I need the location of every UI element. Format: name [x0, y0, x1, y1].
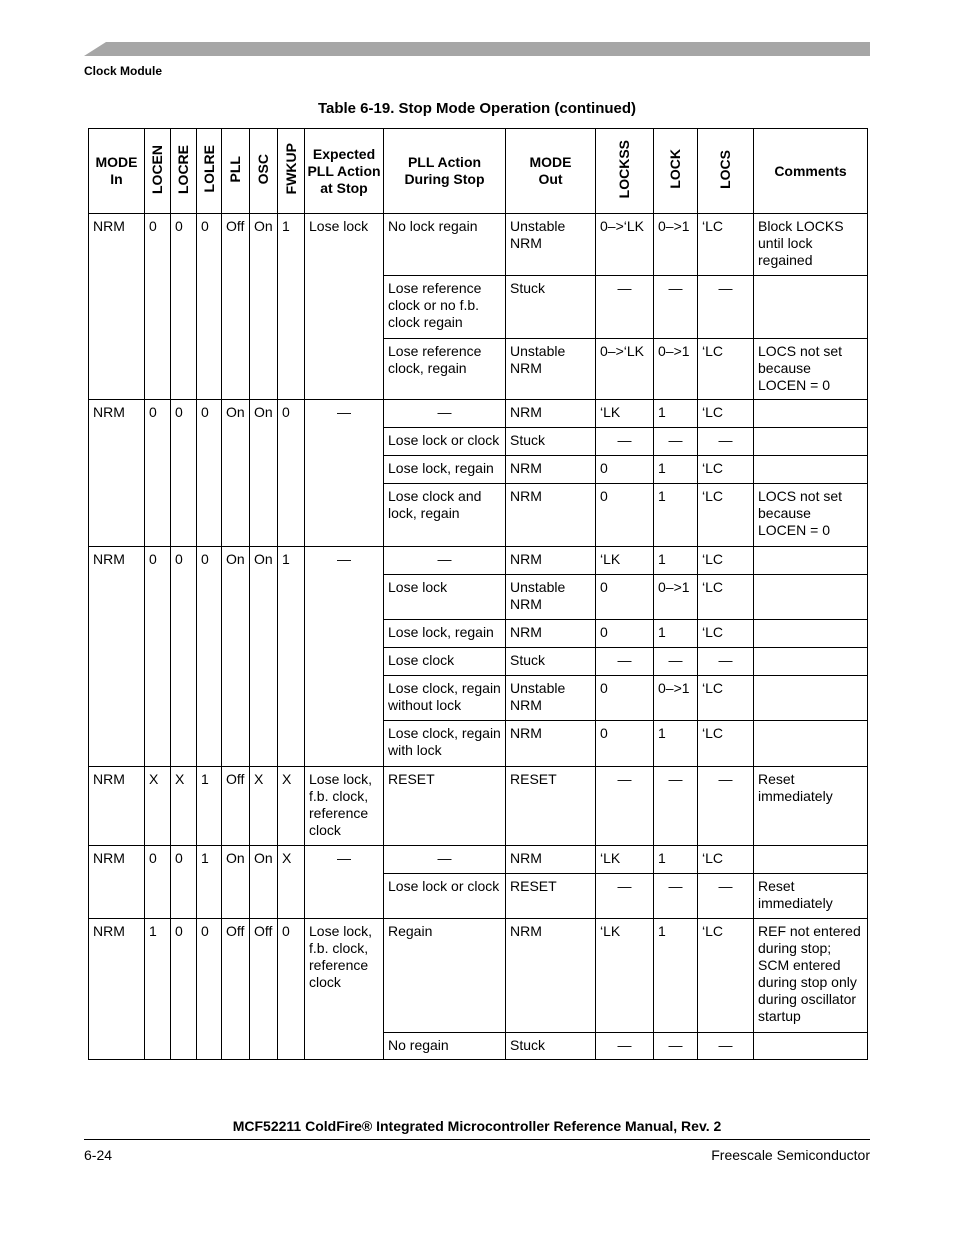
- cell-lockss: —: [596, 767, 654, 846]
- cell-lock: 1: [654, 620, 698, 648]
- cell-mode-out: Unstable NRM: [506, 339, 596, 400]
- col-mode-out: MODE Out: [506, 129, 596, 214]
- cell-osc: On: [250, 846, 278, 919]
- cell-expected: Lose lock, f.b. clock, reference clock: [305, 767, 384, 846]
- cell-pll-action: Lose lock, regain: [384, 620, 506, 648]
- cell-lockss: ‘LK: [596, 846, 654, 874]
- cell-locs: ‘LC: [698, 721, 754, 767]
- col-lock-label: LOCK: [667, 149, 683, 189]
- cell-mode-in: NRM: [89, 547, 145, 767]
- cell-lock: 0–>1: [654, 575, 698, 620]
- cell-lockss: 0: [596, 676, 654, 721]
- cell-lock: 0–>1: [654, 676, 698, 721]
- cell-mode-out: Stuck: [506, 428, 596, 456]
- cell-pll: On: [222, 846, 250, 919]
- cell-locre: 0: [171, 214, 197, 400]
- col-pll-action: PLL Action During Stop: [384, 129, 506, 214]
- cell-lockss: 0–>‘LK: [596, 339, 654, 400]
- cell-osc: On: [250, 214, 278, 400]
- cell-mode-out: Stuck: [506, 276, 596, 339]
- col-fwkup-label: FWKUP: [282, 143, 299, 195]
- cell-lockss: —: [596, 1033, 654, 1060]
- col-expected: Expected PLL Action at Stop: [305, 129, 384, 214]
- cell-locs: —: [698, 874, 754, 919]
- section-label: Clock Module: [84, 64, 163, 78]
- col-osc-label: OSC: [255, 153, 271, 185]
- cell-locs: ‘LC: [698, 339, 754, 400]
- cell-lock: —: [654, 648, 698, 676]
- stop-mode-table: [88, 128, 868, 1060]
- cell-osc: On: [250, 547, 278, 767]
- cell-pll: Off: [222, 919, 250, 1060]
- cell-pll-action: Regain: [384, 919, 506, 1033]
- cell-locs: ‘LC: [698, 846, 754, 874]
- cell-lock: 0–>1: [654, 214, 698, 276]
- cell-locs: ‘LC: [698, 919, 754, 1033]
- cell-comments: Reset immediately: [754, 767, 868, 846]
- table-row: [89, 767, 868, 846]
- cell-lock: 1: [654, 456, 698, 484]
- cell-lock: —: [654, 276, 698, 339]
- cell-locs: —: [698, 648, 754, 676]
- cell-lock: 1: [654, 547, 698, 575]
- cell-lockss: —: [596, 874, 654, 919]
- col-locs-label: LOCS: [717, 149, 733, 189]
- cell-pll-action: Lose lock, regain: [384, 456, 506, 484]
- cell-locre: 0: [171, 846, 197, 919]
- cell-osc: Off: [250, 919, 278, 1060]
- cell-lock: —: [654, 428, 698, 456]
- cell-lock: 1: [654, 484, 698, 547]
- cell-locs: —: [698, 428, 754, 456]
- col-osc: [250, 129, 278, 214]
- cell-lockss: 0: [596, 484, 654, 547]
- cell-expected: Lose lock: [305, 214, 384, 400]
- cell-locs: —: [698, 767, 754, 846]
- cell-mode-out: RESET: [506, 874, 596, 919]
- cell-comments: [754, 547, 868, 575]
- cell-locs: ‘LC: [698, 547, 754, 575]
- cell-locre: 0: [171, 400, 197, 547]
- cell-mode-in: NRM: [89, 767, 145, 846]
- cell-locre: X: [171, 767, 197, 846]
- col-comments: Comments: [754, 129, 868, 214]
- cell-comments: [754, 276, 868, 339]
- cell-pll-action: Lose clock, regain without lock: [384, 676, 506, 721]
- cell-locen: X: [145, 767, 171, 846]
- cell-pll-action: Lose clock and lock, regain: [384, 484, 506, 547]
- cell-fwkup: 1: [278, 547, 305, 767]
- cell-comments: LOCS not set because LOCEN = 0: [754, 484, 868, 547]
- cell-pll-action: Lose clock, regain with lock: [384, 721, 506, 767]
- cell-mode-out: NRM: [506, 846, 596, 874]
- cell-lock: 1: [654, 919, 698, 1033]
- cell-mode-in: NRM: [89, 846, 145, 919]
- cell-pll-action: Lose lock or clock: [384, 874, 506, 919]
- cell-fwkup: 1: [278, 214, 305, 400]
- cell-lockss: 0: [596, 456, 654, 484]
- cell-locs: ‘LC: [698, 575, 754, 620]
- cell-comments: [754, 1033, 868, 1060]
- cell-pll-action: —: [384, 400, 506, 428]
- cell-pll-action: Lose reference clock, regain: [384, 339, 506, 400]
- cell-pll: Off: [222, 214, 250, 400]
- footer-page-number: 6-24: [84, 1147, 113, 1163]
- col-locre: [171, 129, 197, 214]
- cell-mode-out: NRM: [506, 919, 596, 1033]
- footer-company: Freescale Semiconductor: [711, 1147, 870, 1163]
- cell-locen: 0: [145, 400, 171, 547]
- cell-pll-action: Lose reference clock or no f.b. clock regain: [384, 276, 506, 339]
- cell-lockss: ‘LK: [596, 547, 654, 575]
- cell-mode-out: NRM: [506, 620, 596, 648]
- cell-comments: [754, 721, 868, 767]
- cell-locs: —: [698, 1033, 754, 1060]
- cell-osc: X: [250, 767, 278, 846]
- cell-lockss: 0: [596, 575, 654, 620]
- table-row: [89, 547, 868, 575]
- cell-comments: [754, 620, 868, 648]
- footer-divider: [84, 1139, 870, 1140]
- cell-locs: ‘LC: [698, 214, 754, 276]
- cell-lock: 1: [654, 846, 698, 874]
- cell-lockss: —: [596, 648, 654, 676]
- cell-pll-action: RESET: [384, 767, 506, 846]
- col-lock: [654, 129, 698, 214]
- cell-mode-out: Stuck: [506, 648, 596, 676]
- col-lolre: [197, 129, 222, 214]
- header-row: [89, 129, 868, 214]
- cell-lockss: 0–>‘LK: [596, 214, 654, 276]
- cell-lolre: 1: [197, 846, 222, 919]
- col-pll: [222, 129, 250, 214]
- table-row: [89, 846, 868, 874]
- col-fwkup: [278, 129, 305, 214]
- cell-comments: [754, 676, 868, 721]
- cell-pll-action: No regain: [384, 1033, 506, 1060]
- cell-locen: 0: [145, 547, 171, 767]
- cell-locs: ‘LC: [698, 484, 754, 547]
- cell-fwkup: X: [278, 767, 305, 846]
- cell-locre: 0: [171, 547, 197, 767]
- cell-mode-out: NRM: [506, 456, 596, 484]
- cell-mode-out: Stuck: [506, 1033, 596, 1060]
- cell-comments: [754, 400, 868, 428]
- cell-mode-in: NRM: [89, 214, 145, 400]
- cell-pll-action: Lose lock: [384, 575, 506, 620]
- cell-lock: 1: [654, 400, 698, 428]
- cell-mode-in: NRM: [89, 919, 145, 1060]
- cell-pll-action: —: [384, 846, 506, 874]
- cell-lock: —: [654, 1033, 698, 1060]
- cell-lolre: 1: [197, 767, 222, 846]
- cell-comments: LOCS not set because LOCEN = 0: [754, 339, 868, 400]
- cell-mode-out: Unstable NRM: [506, 676, 596, 721]
- cell-comments: [754, 648, 868, 676]
- col-mode-in: MODE In: [89, 129, 145, 214]
- cell-lockss: ‘LK: [596, 400, 654, 428]
- cell-lockss: ‘LK: [596, 919, 654, 1033]
- cell-lock: —: [654, 874, 698, 919]
- cell-mode-out: Unstable NRM: [506, 214, 596, 276]
- cell-expected: —: [305, 547, 384, 767]
- cell-locen: 0: [145, 214, 171, 400]
- cell-pll-action: Lose lock or clock: [384, 428, 506, 456]
- table-row: [89, 919, 868, 1033]
- table-title: Table 6-19. Stop Mode Operation (continued): [317, 100, 637, 117]
- cell-lockss: —: [596, 276, 654, 339]
- cell-comments: [754, 846, 868, 874]
- cell-mode-out: Unstable NRM: [506, 575, 596, 620]
- cell-comments: [754, 575, 868, 620]
- cell-expected: Lose lock, f.b. clock, reference clock: [305, 919, 384, 1060]
- cell-lockss: —: [596, 428, 654, 456]
- cell-mode-out: NRM: [506, 547, 596, 575]
- cell-pll: On: [222, 547, 250, 767]
- cell-comments: REF not entered during stop; SCM entered during stop only during oscillator startup: [754, 919, 868, 1033]
- cell-lock: 1: [654, 721, 698, 767]
- cell-lolre: 0: [197, 919, 222, 1060]
- table-row: [89, 400, 868, 428]
- col-lolre-label: LOLRE: [200, 145, 217, 193]
- cell-fwkup: 0: [278, 919, 305, 1060]
- cell-mode-out: RESET: [506, 767, 596, 846]
- cell-expected: —: [305, 846, 384, 919]
- col-locen: [145, 129, 171, 214]
- cell-mode-out: NRM: [506, 484, 596, 547]
- cell-expected: —: [305, 400, 384, 547]
- cell-lockss: 0: [596, 620, 654, 648]
- cell-pll-action: Lose clock: [384, 648, 506, 676]
- footer-manual-title: MCF52211 ColdFire® Integrated Microcontroller Reference Manual, Rev. 2: [232, 1118, 722, 1134]
- cell-locen: 0: [145, 846, 171, 919]
- cell-locs: ‘LC: [698, 620, 754, 648]
- cell-locen: 1: [145, 919, 171, 1060]
- col-locs: [698, 129, 754, 214]
- cell-lolre: 0: [197, 400, 222, 547]
- cell-locs: ‘LC: [698, 456, 754, 484]
- cell-mode-out: NRM: [506, 721, 596, 767]
- cell-mode-out: NRM: [506, 400, 596, 428]
- cell-osc: On: [250, 400, 278, 547]
- col-locre-label: LOCRE: [175, 144, 191, 194]
- header-bar: [84, 42, 870, 56]
- col-lockss-label: LOCKSS: [616, 139, 632, 199]
- cell-fwkup: 0: [278, 400, 305, 547]
- cell-lolre: 0: [197, 547, 222, 767]
- cell-locs: —: [698, 276, 754, 339]
- cell-mode-in: NRM: [89, 400, 145, 547]
- cell-lockss: 0: [596, 721, 654, 767]
- cell-pll: On: [222, 400, 250, 547]
- cell-pll: Off: [222, 767, 250, 846]
- cell-locs: ‘LC: [698, 676, 754, 721]
- col-pll-label: PLL: [227, 155, 243, 183]
- cell-comments: Reset immediately: [754, 874, 868, 919]
- cell-comments: [754, 456, 868, 484]
- cell-lock: 0–>1: [654, 339, 698, 400]
- cell-pll-action: No lock regain: [384, 214, 506, 276]
- cell-pll-action: —: [384, 547, 506, 575]
- cell-locre: 0: [171, 919, 197, 1060]
- cell-fwkup: X: [278, 846, 305, 919]
- col-locen-label: LOCEN: [149, 144, 165, 194]
- cell-comments: Block LOCKS until lock regained: [754, 214, 868, 276]
- cell-comments: [754, 428, 868, 456]
- cell-locs: ‘LC: [698, 400, 754, 428]
- table-row: [89, 214, 868, 276]
- cell-lock: —: [654, 767, 698, 846]
- col-lockss: [596, 129, 654, 214]
- table-body: [89, 214, 868, 1060]
- cell-lolre: 0: [197, 214, 222, 400]
